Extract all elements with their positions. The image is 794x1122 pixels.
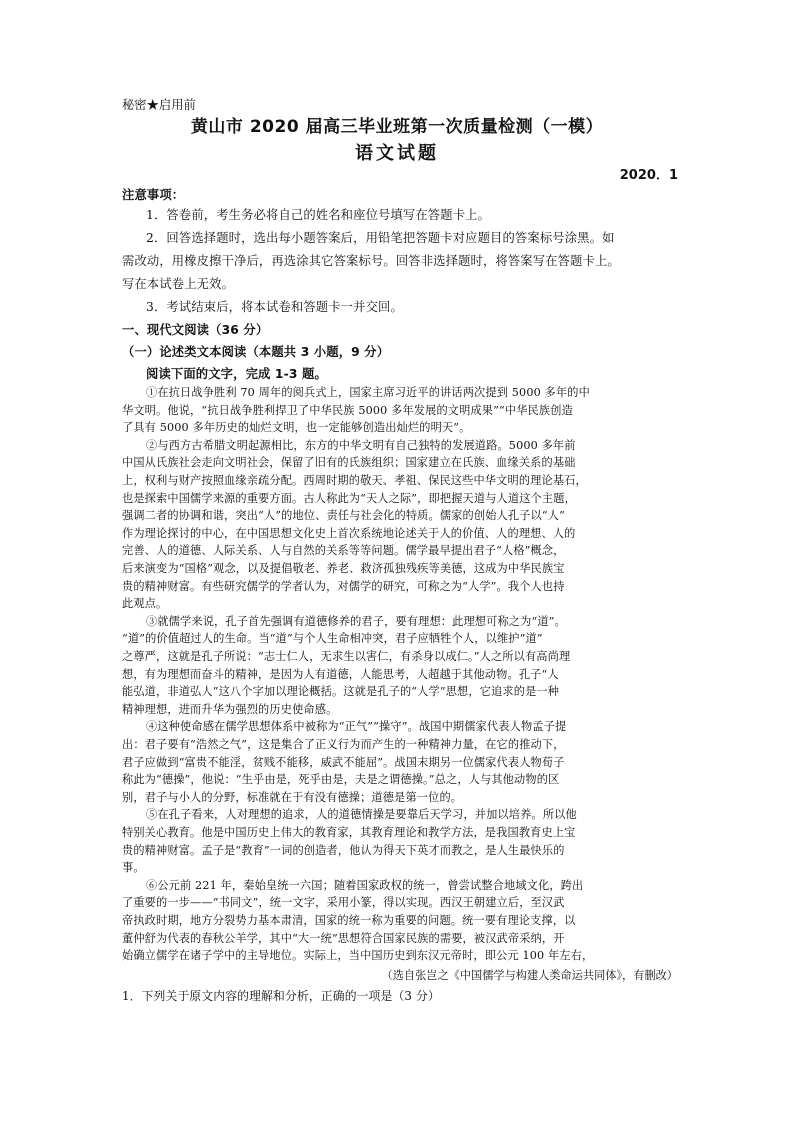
passage-line: 精神理想，进而升华为强烈的历史使命感。 [122,702,338,716]
passage-line: 也是探索中国儒学来源的重要方面。古人称此为“天人之际”，即把握天道与人道这个主题， [122,491,576,505]
passage-line: 中国从氏族社会走向文明社会，保留了旧有的氏族组织；国家建立在氏族、血缘关系的基础 [122,456,576,470]
passage-line: 后来演变为“国格”观念，以及提倡敬老、养老、救济孤独残疾等美德，这成为中华民族宝 [122,562,565,575]
passage-line: 作为理论探讨的中心，在中国思想文化史上首次系统地论述关于人的价值、人的理想、人的 [122,526,576,540]
passage-line: 贵的精神财富。有些研究儒学的学者认为，对儒学的研究，可称之为“人学”。我个人也持 [122,579,565,593]
passage-line: 强调二者的协调和谐，突出“人”的地位、责任与社会化的特质。儒家的创始人孔子以“人” [122,509,565,523]
passage-line: 了重要的一步——“书同文”，统一文字，采用小篆，得以实现。西汉王朝建立后，至汉武 [122,896,565,910]
passage-line: 此观点。 [122,597,168,611]
source-citation: （选自张岂之《中国儒学与构建人类命运共同体》，有删改） [381,968,678,982]
passage-line: ④这种使命感在儒学思想体系中被称为“正气”“操守”。战国中期儒家代表人物孟子提 [146,720,567,734]
notice-line: 3．考试结束后，将本试卷和答题卡一并交回。 [146,300,403,314]
reading-instruction: 阅读下面的文字，完成 1-3 题。 [146,367,327,381]
notice-line: 需改动，用橡皮擦干净后，再选涂其它答案标号。回答非选择题时，将答案写在答题卡上。 [122,254,620,268]
question-1: 1．下列关于原文内容的理解和分析，正确的一项是（3 分） [122,988,440,1003]
passage-line: 上，权利与财产按照血缘亲疏分配。西周时期的敬天、孝祖、保民这些中华文明的理论基石， [122,474,587,487]
passage-line: 特别关心教育。他是中国历史上伟大的教育家，其教育理论和教学方法，是我国教育史上宝 [122,826,576,839]
passage-line: 贵的精神财富。孟子是“教育”一词的创造者，他认为得天下英才而教之，是人生最快乐的 [122,843,565,857]
passage-line: ⑤在孔子看来，人对理想的追求，人的道德情操是要靠后天学习，并加以培养。所以他 [146,808,577,822]
passage-line: 称此为“德操”，他说：“生乎由是，死乎由是，夫是之谓德操。”总之，人与其他动物的区 [122,773,560,787]
passage-line: 别，君子与小人的分野，标准就在于有没有德操；道德是第一位的。 [122,790,463,804]
passage-line: 之尊严，这就是孔子所说：“志士仁人，无求生以害仁，有杀身以成仁。”人之所以有高尚理 [122,650,571,663]
passage-line: ⑥公元前 221 年，秦始皇统一六国；随着国家政权的统一，曾尝试整合地域文化，跨出 [146,878,584,892]
passage-line: 能弘道，非道弘人”这八个字加以理论概括。这就是孔子的“人学”思想，它追求的是一种 [122,685,560,699]
exam-title: 黄山市 2020 届高三毕业班第一次质量检测（一模） [190,117,604,137]
secret-mark: 秘密★启用前 [122,98,196,112]
passage-line: 想，有为理想而奋斗的精神，是因为人有道德，人能思考，人超越于其他动物。孔子“人 [122,667,559,681]
passage-line: ①在抗日战争胜利 70 周年的阅兵式上，国家主席习近平的讲话两次提到 5000 多年的中 [146,386,590,399]
notice-heading: 注意事项： [122,188,185,202]
exam-date: 2020．1 [619,168,678,183]
passage-line: 君子应做到“富贵不能淫，贫贱不能移，威武不能屈”。战国末期另一位儒家代表人物荀子 [122,755,565,769]
part-heading: 一、现代文阅读（36 分） [122,323,269,337]
passage-line: 帝执政时期，地方分裂势力基本肃清，国家的统一称为重要的问题。统一要有理论支撑，以 [122,914,576,927]
sub-section-heading: （一）论述类文本阅读（本题共 3 小题，9 分） [122,345,390,359]
notice-line: 2．回答选择题时，选出每小题答案后，用铅笔把答题卡对应题目的答案标号涂黑。如 [146,231,615,245]
passage-line: 了具有 5000 多年历史的灿烂文明，也一定能够创造出灿烂的明天”。 [122,421,471,435]
passage-line: 华文明。他说，“抗日战争胜利捍卫了中华民族 5000 多年发展的文明成果”“中华民族创造 [122,403,573,417]
passage-line: 董仲舒为代表的春秋公羊学，其中“大一统”思想符合国家民族的需要，被汉武帝采纳，开 [122,931,565,945]
exam-subject-title: 语文试题 [355,143,439,164]
passage-line: 出：君子要有“浩然之气”，这是集合了正义行为而产生的一种精神力量，在它的推动下， [122,738,565,751]
passage-line: 始确立儒学在诸子学中的主导地位。实际上，当中国历史到东汉元帝时，即公元 100 年左右， [122,949,594,963]
passage-line: ②与西方古希腊文明起源相比，东方的中华文明有自己独特的发展道路。5000 多年前 [146,438,576,452]
passage-line: ③就儒学来说，孔子首先强调有道德修养的君子，要有理想：此理想可称之为“道”。 [146,614,566,628]
passage-line: 事。 [122,861,145,875]
notice-line: 写在本试卷上无效。 [122,277,235,291]
notice-line: 1．答卷前，考生务必将自己的姓名和座位号填写在答题卡上。 [146,208,491,222]
passage-line: 完善、人的道德、人际关系、人与自然的关系等等问题。儒学最早提出君子“人格”概念， [122,544,565,558]
passage-line: “道”的价值超过人的生命。当“道”与个人生命相冲突，君子应牺牲个人，以维护“道” [122,632,543,646]
